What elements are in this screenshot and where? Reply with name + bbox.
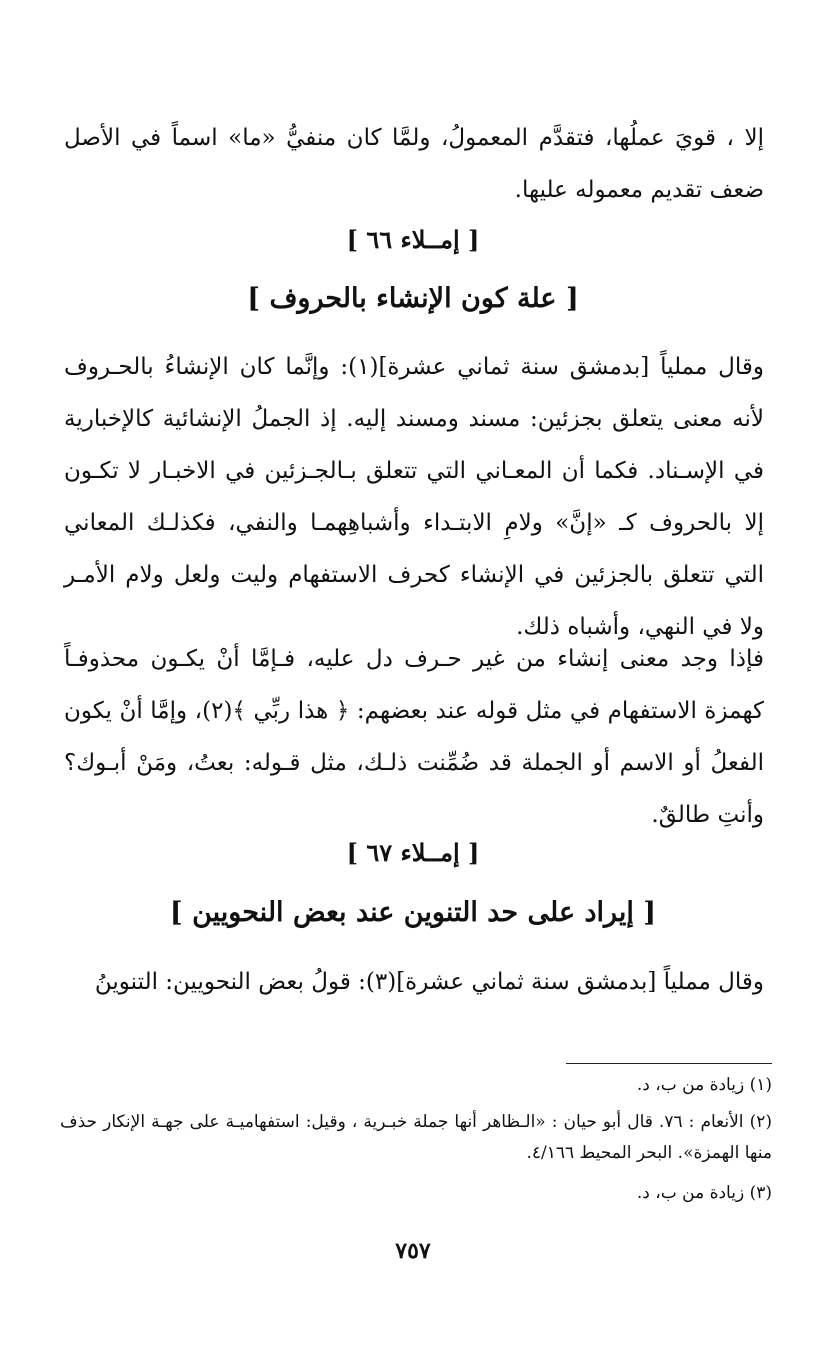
page-number: ٧٥٧ — [395, 1238, 431, 1264]
footnote-2: (٢) الأنعام : ٧٦. قال أبو حيان : «الـظاهر أنها جملة خبـرية ، وقيل: استفهاميـة على جهـة الإنكار حذف منها الهمزة». البحر المحيط ٤/١٦٦. — [60, 1112, 772, 1163]
paragraph-imla-67: وقال مملياً [بدمشق سنة ثماني عشرة](٣): قولُ بعض النحويين: التنوينُ — [94, 969, 764, 995]
section-title-66: [ علة كون الإنشاء بالحروف ] — [247, 283, 579, 314]
paragraph-imla-66-second: فإذا وجد معنى إنشاء من غير حـرف دل عليه، فـإمَّا أنْ يكـون محذوفـاً كهمزة الاستفهام في مثل قوله عند بعضهم: ﴿ هذا ربِّي ﴾(٢)، وإمَّا أنْ يكون الفعلُ أو الاسم أو الجملة قد ضُمِّنت ذلـك، مثل قـوله: بعتُ، ومَنْ أبـوك؟ وأنتِ طالقٌ. — [64, 646, 765, 828]
imla-66-heading: [ إمــلاء ٦٦ ] — [346, 225, 480, 254]
footnote-divider — [566, 1063, 772, 1064]
section-title-67: [ إيراد على حد التنوين عند بعض النحويين ] — [169, 897, 657, 928]
footnote-1: (١) زيادة من ب، د. — [636, 1075, 772, 1095]
paragraph-imla-66: وقال مملياً [بدمشق سنة ثماني عشرة](١): وإنَّما كان الإنشاءُ بالحـروف لأنه معنى يتعلق بجزئين: مسند ومسند إليه. إذ الجملُ الإنشائية كالإخبارية في الإسـناد. فكما أن المعـاني التي تتعلق بـالجـزئين في الاخبـار لا تكـون إلا بالحروف كـ «إنَّ» ولامِ الابتـداء وأشباهِهمـا والنفي، فكذلـك المعاني التي تتعلق بالجزئين في الإنشاء كحرف الاستفهام وليت ولعل ولام الأمـر ولا في النهي، وأشباه ذلك. — [64, 354, 764, 640]
footnote-3: (٣) زيادة من ب، د. — [636, 1183, 772, 1203]
imla-67-heading: [ إمــلاء ٦٧ ] — [346, 838, 480, 867]
paragraph-continuation: إلا ، قويَ عملُها، فتقدَّم المعمولُ، ولمَّا كان منفيُّ «ما» اسماً في الأصل ضعف تقديم معموله عليها. — [64, 125, 764, 203]
